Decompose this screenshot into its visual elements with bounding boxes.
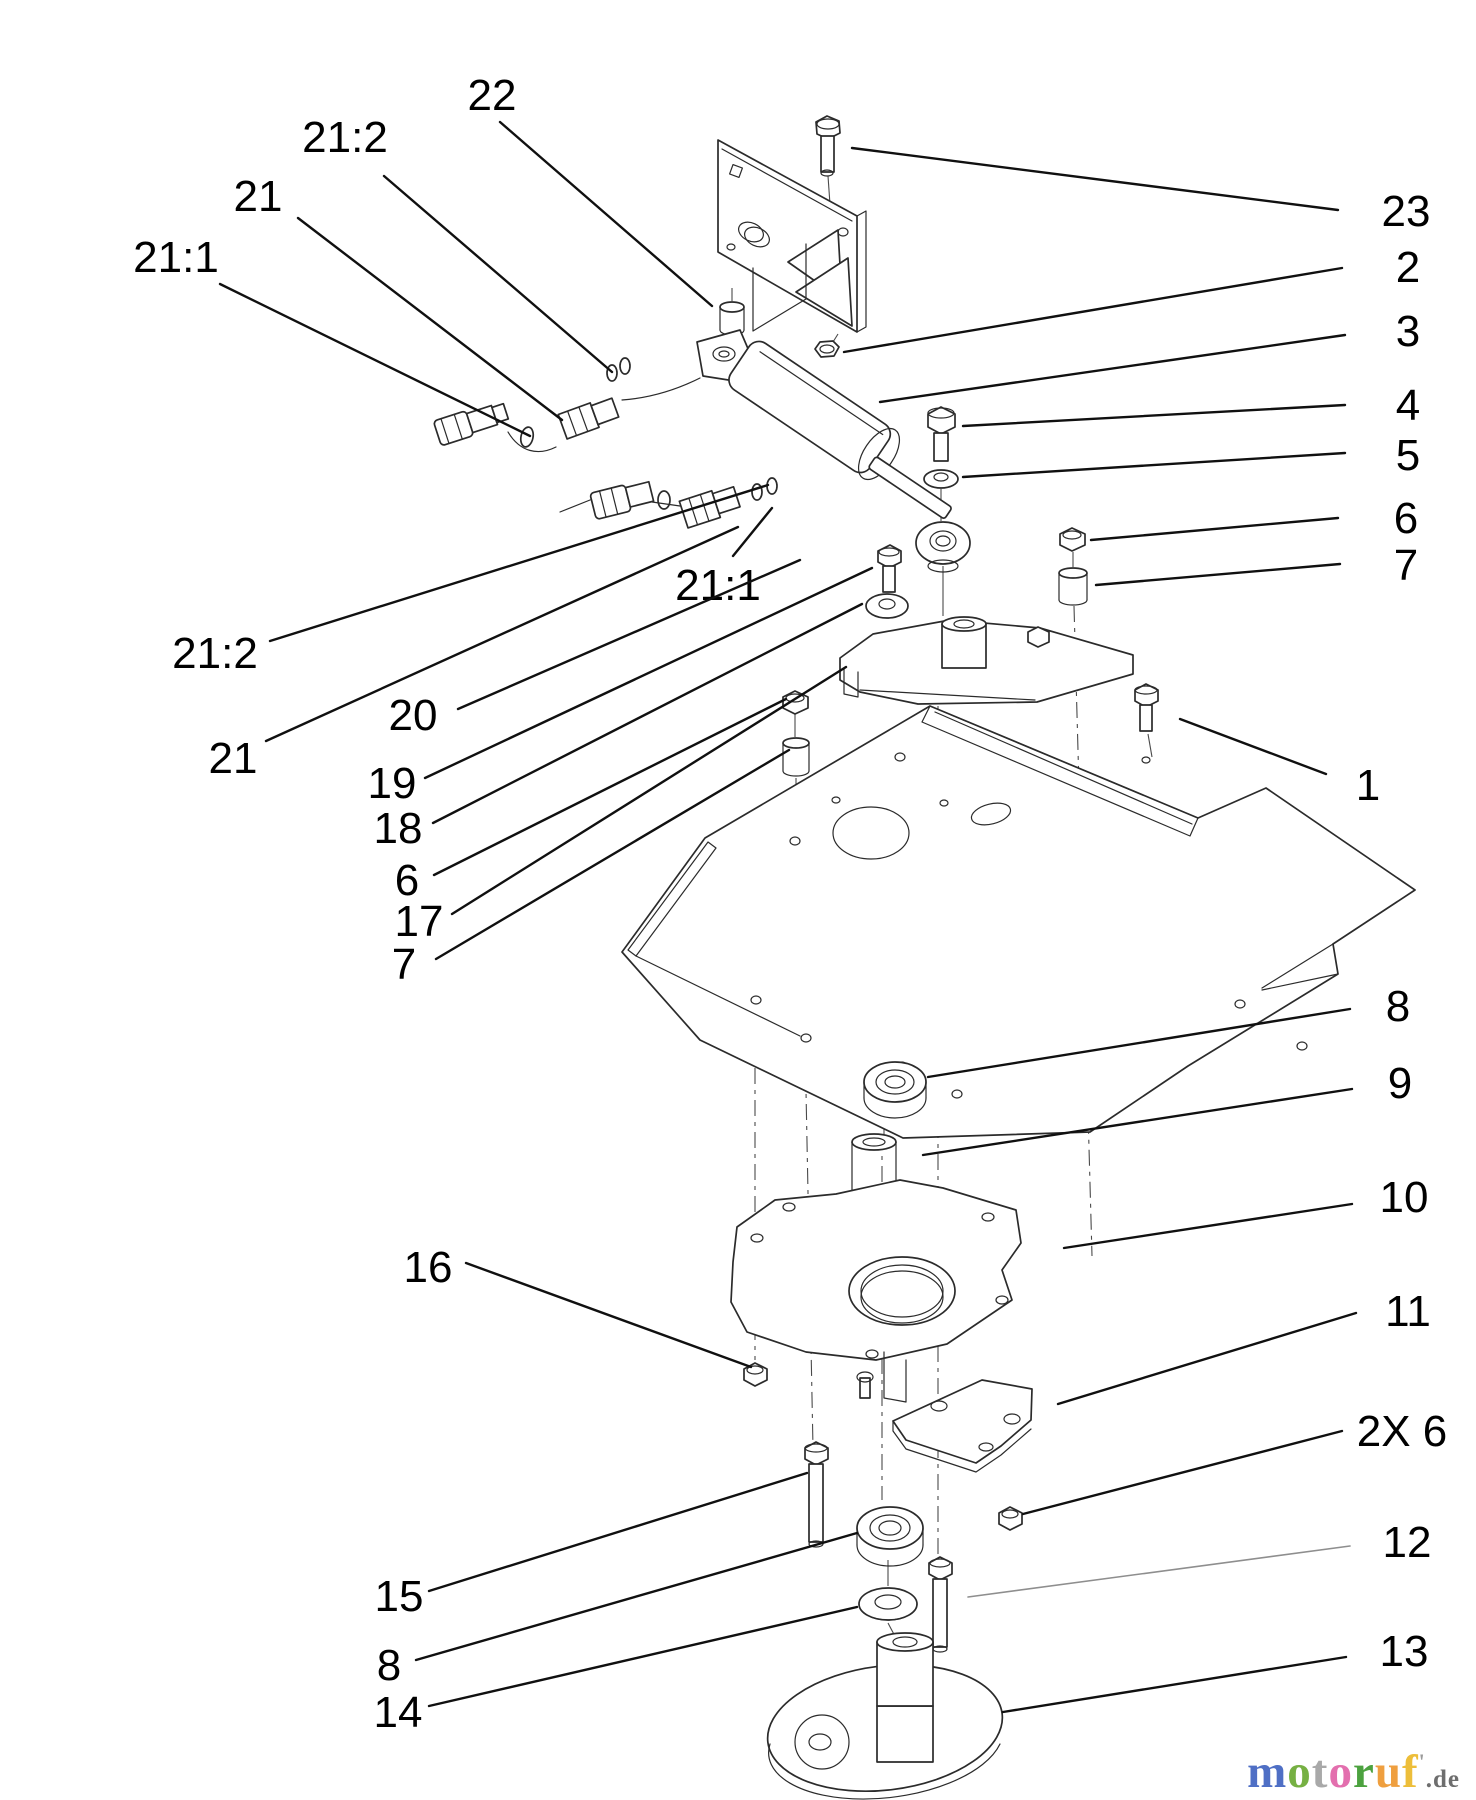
washer-5 bbox=[924, 470, 958, 488]
nut-2x6 bbox=[999, 1507, 1022, 1530]
callout-12: 12 bbox=[1382, 1518, 1432, 1567]
callout-21-1-mid: 21:1 bbox=[675, 561, 761, 610]
bolt-23 bbox=[816, 116, 840, 176]
bolt-4 bbox=[928, 407, 955, 461]
leader-line-5 bbox=[963, 453, 1345, 477]
callout-21-2-top: 21:2 bbox=[302, 113, 388, 162]
leader-line-4 bbox=[963, 405, 1345, 426]
watermark-letter-3: o bbox=[1328, 1746, 1353, 1798]
bearing-8-lower bbox=[857, 1507, 923, 1566]
leader-line-20 bbox=[458, 560, 800, 709]
leader-line-21-1-mid bbox=[733, 508, 772, 556]
leader-line-2 bbox=[844, 268, 1342, 352]
leader-line-23 bbox=[852, 148, 1338, 210]
callout-15: 15 bbox=[374, 1572, 424, 1621]
bolt-1 bbox=[1135, 684, 1158, 731]
washer-18 bbox=[866, 594, 908, 618]
bolt-15 bbox=[805, 1442, 828, 1547]
spacer-7-left bbox=[783, 738, 809, 776]
pivot-bracket-17 bbox=[840, 617, 1133, 704]
callout-22: 22 bbox=[467, 71, 517, 120]
leader-line-12 bbox=[968, 1546, 1350, 1597]
callout-21-2-left: 21:2 bbox=[172, 629, 258, 678]
gear-housing-10 bbox=[731, 1180, 1021, 1402]
callout-4: 4 bbox=[1395, 381, 1421, 430]
leader-line-2x6 bbox=[1023, 1431, 1342, 1514]
leader-line-8-left bbox=[416, 1533, 857, 1660]
leader-line-6-right bbox=[1091, 518, 1338, 540]
callout-3: 3 bbox=[1395, 307, 1421, 356]
callout-23: 23 bbox=[1381, 187, 1431, 236]
watermark-letter-4: r bbox=[1352, 1746, 1375, 1798]
callout-1: 1 bbox=[1355, 761, 1381, 810]
watermark-letter-1: o bbox=[1287, 1746, 1312, 1798]
leader-line-16 bbox=[466, 1263, 751, 1367]
callout-9: 9 bbox=[1387, 1059, 1413, 1108]
nut-2 bbox=[815, 341, 839, 357]
base-plate-13 bbox=[760, 1633, 1009, 1800]
callout-19: 19 bbox=[367, 759, 417, 808]
bolt-19 bbox=[878, 545, 901, 592]
leader-line-21-top bbox=[298, 218, 562, 420]
leader-line-22 bbox=[500, 122, 712, 306]
spacer-7-right bbox=[1059, 568, 1087, 605]
callout-21-1-top: 21:1 bbox=[133, 233, 219, 282]
fitting-group-upper bbox=[433, 358, 700, 452]
watermark-motoruf bbox=[1247, 1746, 1460, 1798]
callout-17: 17 bbox=[394, 897, 444, 946]
callout-18: 18 bbox=[373, 804, 423, 853]
fitting-group-lower bbox=[560, 478, 777, 528]
callout-20: 20 bbox=[388, 691, 438, 740]
callout-21-top: 21 bbox=[233, 172, 283, 221]
callout-13: 13 bbox=[1379, 1627, 1429, 1676]
washer-14 bbox=[859, 1588, 917, 1620]
callout-2: 2 bbox=[1395, 243, 1421, 292]
callout-16: 16 bbox=[403, 1243, 453, 1292]
leader-line-1 bbox=[1180, 719, 1326, 774]
watermark-suffix: .de bbox=[1425, 1766, 1460, 1793]
watermark-letter-6: f bbox=[1401, 1746, 1419, 1798]
leader-line-7-right bbox=[1096, 564, 1340, 585]
callout-14: 14 bbox=[373, 1688, 423, 1737]
callout-21-left: 21 bbox=[208, 734, 258, 783]
callout-7-right: 7 bbox=[1393, 541, 1419, 590]
watermark-letter-2: t bbox=[1311, 1746, 1329, 1798]
leader-line-21-left bbox=[266, 527, 738, 741]
bolt-12 bbox=[929, 1557, 952, 1652]
leader-line-11 bbox=[1058, 1313, 1356, 1404]
hydraulic-cylinder-3 bbox=[697, 330, 970, 572]
nut-6-right bbox=[1060, 528, 1085, 551]
callout-7-left: 7 bbox=[391, 940, 417, 989]
callout-8-right: 8 bbox=[1385, 982, 1411, 1031]
watermark-letters bbox=[1247, 1746, 1418, 1798]
leader-line-13 bbox=[1003, 1657, 1346, 1712]
callout-6-left: 6 bbox=[394, 856, 420, 905]
callout-11: 11 bbox=[1385, 1287, 1431, 1336]
bracket-11 bbox=[893, 1380, 1032, 1472]
callout-5: 5 bbox=[1395, 431, 1421, 480]
main-plate bbox=[622, 706, 1415, 1138]
watermark-letter-5: u bbox=[1374, 1746, 1402, 1798]
callout-2x6: 2X 6 bbox=[1356, 1407, 1448, 1456]
watermark-tick: ' bbox=[1418, 1749, 1426, 1774]
callout-6-right: 6 bbox=[1393, 494, 1419, 543]
leader-line-10 bbox=[1064, 1204, 1352, 1248]
callout-8-left: 8 bbox=[376, 1641, 402, 1690]
callout-10: 10 bbox=[1379, 1173, 1429, 1222]
leader-line-21-2-top bbox=[384, 176, 612, 372]
leader-line-14 bbox=[429, 1607, 857, 1706]
watermark-letter-0: m bbox=[1247, 1746, 1288, 1798]
leader-line-3 bbox=[880, 335, 1345, 402]
leader-line-15 bbox=[429, 1473, 807, 1591]
